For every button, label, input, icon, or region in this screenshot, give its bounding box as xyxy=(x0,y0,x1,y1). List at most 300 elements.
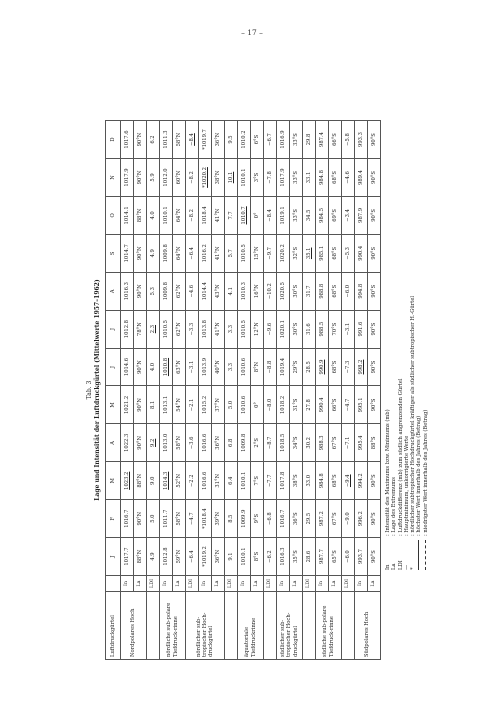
cell-value: 68°S xyxy=(331,246,338,260)
table-cell xyxy=(199,159,212,197)
cell-value: 1011.7 xyxy=(162,509,169,528)
cell-value: 5.9 xyxy=(149,173,156,182)
cell-value: 1015.2 xyxy=(201,395,208,414)
table-cell xyxy=(212,386,225,424)
table-cell xyxy=(355,234,368,272)
table-cell xyxy=(212,121,225,159)
legend xyxy=(385,294,429,572)
table-cell xyxy=(199,310,212,348)
table-cell xyxy=(316,538,329,576)
table-cell xyxy=(342,234,355,272)
header-belt: Luftdruckgürtel xyxy=(106,592,121,660)
table-cell xyxy=(186,310,199,348)
cell-value: 1009.8 xyxy=(162,282,169,301)
table-cell xyxy=(121,121,134,159)
table-cell xyxy=(368,121,381,159)
cell-value: *1018.4 xyxy=(201,508,208,530)
cell-value: 1010.1 xyxy=(240,471,247,490)
cell-value: 33°S xyxy=(292,209,299,222)
table-cell xyxy=(225,386,238,424)
table-cell xyxy=(121,234,134,272)
table-cell xyxy=(212,159,225,197)
table-cell xyxy=(316,272,329,310)
legend-symbol: * xyxy=(410,567,417,570)
table-row xyxy=(355,121,368,660)
cell-value: 30°S xyxy=(292,322,299,336)
table-cell xyxy=(147,159,160,197)
table-cell xyxy=(316,159,329,197)
row-code: In xyxy=(199,576,212,592)
cell-value: 995.1 xyxy=(357,397,364,413)
cell-value: 6.4 xyxy=(227,476,234,485)
cell-value: 5.0 xyxy=(149,514,156,523)
cell-value: 90°N xyxy=(136,246,143,261)
cell-value: 67°S xyxy=(331,512,338,526)
cell-value: 60°N xyxy=(175,170,182,185)
belt-spacer xyxy=(147,592,160,660)
table-cell xyxy=(225,538,238,576)
cell-value: 65°S xyxy=(331,550,338,563)
cell-value: 90°N xyxy=(136,435,143,450)
table-cell xyxy=(290,310,303,348)
row-code: LDI xyxy=(186,576,199,592)
cell-value: 1013.1 xyxy=(162,395,169,414)
cell-value: 1012.8 xyxy=(123,320,130,339)
cell-value: 43°N xyxy=(214,284,221,299)
row-code: La xyxy=(134,576,147,592)
table-cell xyxy=(147,234,160,272)
legend-symbol xyxy=(416,538,422,572)
belt-spacer xyxy=(264,592,277,660)
table-cell xyxy=(316,196,329,234)
table-cell xyxy=(212,310,225,348)
table-cell xyxy=(160,196,173,234)
cell-value: 1017.9 xyxy=(279,168,286,187)
cell-value: 15°N xyxy=(253,246,260,261)
table-row xyxy=(160,121,173,660)
cell-value: 989.4 xyxy=(357,170,364,185)
table-cell xyxy=(173,500,186,538)
table-cell xyxy=(316,310,329,348)
table-cell xyxy=(290,272,303,310)
table-cell xyxy=(173,462,186,500)
cell-value: −4.6 xyxy=(188,284,195,298)
cell-value: 59°N xyxy=(175,549,182,564)
table-cell xyxy=(277,234,290,272)
belt-spacer xyxy=(342,592,355,660)
row-code: In xyxy=(121,576,134,592)
table-cell xyxy=(160,159,173,197)
table-cell xyxy=(264,462,277,500)
table-cell xyxy=(303,121,316,159)
cell-value: 987.2 xyxy=(318,511,325,527)
table-cell xyxy=(238,159,251,197)
cell-value: 1010.1 xyxy=(240,547,247,566)
table-cell xyxy=(238,538,251,576)
cell-value: 1012.0 xyxy=(162,168,169,187)
cell-value: 90°S xyxy=(370,322,377,336)
cell-value: 32°S xyxy=(292,246,299,260)
cell-value: 1014.6 xyxy=(123,357,130,377)
table-cell xyxy=(251,159,264,197)
row-code: LDI xyxy=(225,576,238,592)
cell-value: 993.3 xyxy=(357,132,364,147)
table-cell xyxy=(342,538,355,576)
table-cell xyxy=(251,386,264,424)
table-cell xyxy=(160,272,173,310)
cell-value: 988.8 xyxy=(318,283,325,299)
table-cell xyxy=(355,121,368,159)
page-number: – 17 – xyxy=(241,28,263,37)
table-cell xyxy=(238,386,251,424)
cell-value: 984.8 xyxy=(318,170,325,185)
table-caption xyxy=(86,120,102,660)
cell-value: −9.7 xyxy=(266,247,273,260)
row-code: In xyxy=(160,576,173,592)
cell-value: 31°N xyxy=(214,473,221,488)
cell-value: 33°S xyxy=(292,171,299,184)
table-cell xyxy=(121,424,134,462)
cell-value: 38°S xyxy=(292,474,299,488)
table-cell xyxy=(225,310,238,348)
cell-value: 39°N xyxy=(214,511,221,526)
cell-value: −8.2 xyxy=(188,171,195,184)
header-month: A xyxy=(106,424,121,462)
legend-symbol: In xyxy=(385,564,391,570)
table-cell xyxy=(368,272,381,310)
cell-value: −9.0 xyxy=(344,512,351,525)
row-code: In xyxy=(277,576,290,592)
table-cell xyxy=(316,121,329,159)
table-cell xyxy=(225,159,238,197)
cell-value: 1016.3 xyxy=(123,282,130,301)
table-cell xyxy=(329,272,342,310)
table-cell xyxy=(342,462,355,500)
belt-name: nördlicher sub-tropischer Hoch-druckgürtel xyxy=(186,592,225,660)
table-cell xyxy=(186,424,199,462)
cell-value: *1019.7 xyxy=(201,129,208,150)
table-cell xyxy=(199,196,212,234)
cell-value: 1014.7 xyxy=(123,244,130,263)
cell-value: 8.5 xyxy=(227,514,234,523)
header-month: O xyxy=(106,196,121,234)
cell-value: 4.9 xyxy=(149,249,156,258)
cell-value: 2°S xyxy=(253,438,260,448)
table-cell xyxy=(186,272,199,310)
cell-value: 5.7 xyxy=(227,249,234,258)
row-code: In xyxy=(355,576,368,592)
cell-value: 987.4 xyxy=(318,132,325,147)
legend-text: : niedrigster Wert innerhalb des Jahres (Betrag) xyxy=(422,409,429,536)
table-cell xyxy=(160,462,173,500)
table-row xyxy=(134,121,147,660)
cell-value: 1010.1 xyxy=(240,168,247,187)
cell-value: 90°S xyxy=(370,398,377,412)
table-row-ldi xyxy=(303,121,316,660)
table-cell xyxy=(303,500,316,538)
table-row xyxy=(121,121,134,660)
cell-value: 88°N xyxy=(136,549,143,564)
cell-value: 67°S xyxy=(331,436,338,450)
table-cell xyxy=(277,462,290,500)
cell-value: −6.4 xyxy=(188,550,195,563)
table-cell xyxy=(212,196,225,234)
cell-value: 1020.2 xyxy=(279,244,286,263)
table-cell xyxy=(134,234,147,272)
cell-value: 68°S xyxy=(331,474,338,488)
table-cell xyxy=(225,462,238,500)
table-cell xyxy=(173,348,186,386)
cell-value: 62°N xyxy=(175,322,182,336)
table-cell xyxy=(368,196,381,234)
table-cell xyxy=(186,196,199,234)
table-cell xyxy=(173,424,186,462)
legend-text: : Hauptminimum, unkorrigierte Werte xyxy=(403,435,410,536)
table-cell xyxy=(277,538,290,576)
table-cell xyxy=(199,272,212,310)
table-cell xyxy=(199,234,212,272)
cell-value: 1010.8 xyxy=(162,357,169,377)
table-cell xyxy=(277,310,290,348)
cell-value: 90°S xyxy=(370,550,377,563)
cell-value: 78°N xyxy=(136,322,143,336)
table-cell xyxy=(134,348,147,386)
table-cell xyxy=(290,538,303,576)
cell-value: 1016.9 xyxy=(279,130,286,149)
cell-value: 90°S xyxy=(370,512,377,526)
cell-value: −6.0 xyxy=(344,284,351,298)
cell-value: 987.7 xyxy=(318,549,325,564)
cell-value: 35.1 xyxy=(305,247,312,260)
belt-spacer xyxy=(225,592,238,660)
table-cell xyxy=(355,386,368,424)
table-header-row xyxy=(106,121,121,660)
legend-text: : Lage des Extremums xyxy=(391,477,398,536)
cell-value: 1016.6 xyxy=(201,471,208,490)
belt-name: Südpolares Hoch xyxy=(355,592,381,660)
cell-value: −3.1 xyxy=(188,360,195,374)
table-cell xyxy=(290,159,303,197)
cell-value: −4.6 xyxy=(344,171,351,184)
cell-value: 2.3 xyxy=(149,324,156,334)
cell-value: *1020.2 xyxy=(201,167,208,188)
cell-value: 31.6 xyxy=(305,323,312,335)
cell-value: 4.0 xyxy=(149,362,156,372)
table-cell xyxy=(355,310,368,348)
cell-value: −8.4 xyxy=(188,133,195,146)
cell-value: 1014.1 xyxy=(123,206,130,225)
table-cell xyxy=(368,159,381,197)
table-cell xyxy=(225,196,238,234)
header-month: J xyxy=(106,348,121,386)
row-code: La xyxy=(173,576,186,592)
cell-value: 1013.0 xyxy=(162,433,169,452)
cell-value: 90°S xyxy=(370,171,377,184)
cell-value: 1019.4 xyxy=(279,357,286,377)
cell-value: 31°S xyxy=(292,398,299,412)
belt-name: südliche sub-polare Tiefdruck-rinne xyxy=(316,592,342,660)
cell-value: 88°N xyxy=(136,473,143,488)
dashed-line-symbol xyxy=(425,540,426,570)
table-cell xyxy=(160,538,173,576)
table-cell xyxy=(160,121,173,159)
cell-value: 1021.2 xyxy=(123,395,130,414)
table-cell xyxy=(368,386,381,424)
table-cell xyxy=(212,500,225,538)
table-cell xyxy=(186,500,199,538)
cell-value: 41°N xyxy=(214,322,221,336)
table-cell xyxy=(277,159,290,197)
cell-value: 68°S xyxy=(331,171,338,184)
cell-value: 1018.5 xyxy=(279,433,286,452)
table-cell xyxy=(147,462,160,500)
table-cell xyxy=(290,424,303,462)
cell-value: 1009.8 xyxy=(240,433,247,452)
cell-value: 984.5 xyxy=(318,207,325,223)
cell-value: 1009.8 xyxy=(162,244,169,263)
cell-value: 1013.9 xyxy=(201,357,208,377)
table-cell xyxy=(329,159,342,197)
table-cell xyxy=(251,121,264,159)
table-cell xyxy=(147,272,160,310)
table-cell xyxy=(290,500,303,538)
table-cell xyxy=(225,272,238,310)
cell-value: 9.0 xyxy=(149,476,156,485)
table-cell xyxy=(290,234,303,272)
cell-value: 1010.5 xyxy=(240,244,247,263)
table-cell xyxy=(290,121,303,159)
table-row xyxy=(277,121,290,660)
table-cell xyxy=(355,348,368,386)
cell-value: 58°N xyxy=(175,511,182,526)
table-cell xyxy=(251,348,264,386)
row-code: La xyxy=(290,576,303,592)
cell-value: 66°S xyxy=(331,133,338,146)
table-cell xyxy=(329,386,342,424)
table-row-ldi xyxy=(264,121,277,660)
table-cell xyxy=(342,196,355,234)
table-cell xyxy=(121,272,134,310)
table-cell xyxy=(199,500,212,538)
cell-value: 38°N xyxy=(214,170,221,185)
cell-value: 988.3 xyxy=(318,435,325,451)
table-row xyxy=(212,121,225,660)
table-cell xyxy=(264,424,277,462)
table-title: Lage und Intensität der Luftdruckgürtel (Mittelwerte 1957–1962) xyxy=(94,279,101,501)
table-cell xyxy=(147,348,160,386)
table-cell xyxy=(264,500,277,538)
cell-value: 90°N xyxy=(136,511,143,526)
table-cell xyxy=(147,424,160,462)
table-cell xyxy=(199,462,212,500)
cell-value: 1017.8 xyxy=(279,471,286,490)
cell-value: 1018.2 xyxy=(279,395,286,414)
cell-value: −7.3 xyxy=(344,360,351,374)
cell-value: 8.1 xyxy=(149,400,156,410)
cell-value: 36°N xyxy=(214,435,221,450)
table-row xyxy=(316,121,329,660)
header-month: S xyxy=(106,234,121,272)
cell-value: 1013.8 xyxy=(201,320,208,339)
table-cell xyxy=(173,196,186,234)
table-cell xyxy=(186,462,199,500)
table-cell xyxy=(134,272,147,310)
cell-value: 990.4 xyxy=(357,245,364,261)
row-code: La xyxy=(368,576,381,592)
table-cell xyxy=(368,500,381,538)
cell-value: 1009.9 xyxy=(240,509,247,528)
cell-value: −6.0 xyxy=(344,550,351,563)
cell-value: 10.1 xyxy=(227,171,234,184)
cell-value: 1017.7 xyxy=(123,547,130,566)
table-cell xyxy=(134,310,147,348)
cell-value: 30.2 xyxy=(305,437,312,449)
pressure-belt-table xyxy=(105,120,381,660)
cell-value: 3.3 xyxy=(227,324,234,334)
table-cell xyxy=(290,348,303,386)
cell-value: −2.2 xyxy=(188,474,195,488)
table-cell xyxy=(225,121,238,159)
cell-value: 31.7 xyxy=(305,285,312,297)
belt-name: südlicher sub-tropischer Hoch-druckgürtel xyxy=(277,592,303,660)
table-cell xyxy=(368,424,381,462)
table-cell xyxy=(199,121,212,159)
table-cell xyxy=(342,121,355,159)
cell-value: 1012.8 xyxy=(162,547,169,566)
cell-value: 36°N xyxy=(214,549,221,564)
table-cell xyxy=(355,500,368,538)
table-cell xyxy=(134,196,147,234)
cell-value: 36°N xyxy=(214,132,221,147)
table-row-ldi xyxy=(342,121,355,660)
header-month: M xyxy=(106,386,121,424)
legend-text: : nördlicher subtropischer Hochdruckgürtel kräftiger als südlicher subtropischer H.-Gürtel xyxy=(410,295,417,536)
table-cell xyxy=(251,310,264,348)
cell-value: 1016.6 xyxy=(201,433,208,452)
table-cell xyxy=(329,538,342,576)
table-cell xyxy=(134,462,147,500)
cell-value: 1020.5 xyxy=(279,282,286,301)
cell-value: 7°S xyxy=(253,476,260,486)
cell-value: 1011.3 xyxy=(162,130,169,149)
cell-value: 9.2 xyxy=(149,438,156,447)
cell-value: 991.6 xyxy=(357,321,364,337)
cell-value: −10.2 xyxy=(266,283,273,300)
cell-value: 994.8 xyxy=(357,283,364,299)
cell-value: 1016.2 xyxy=(201,244,208,263)
table-cell xyxy=(147,538,160,576)
table-cell xyxy=(329,196,342,234)
table-row-ldi xyxy=(147,121,160,660)
table-cell xyxy=(121,462,134,500)
cell-value: 4.0 xyxy=(149,211,156,220)
cell-value: 990.4 xyxy=(318,397,325,413)
cell-value: 36°S xyxy=(292,512,299,526)
row-code: In xyxy=(316,576,329,592)
table-cell xyxy=(368,462,381,500)
table-cell xyxy=(134,538,147,576)
table-cell xyxy=(342,386,355,424)
header-month: D xyxy=(106,121,121,159)
row-code: La xyxy=(212,576,225,592)
cell-value: 28.5 xyxy=(305,361,312,373)
cell-value: 1017.9 xyxy=(123,168,130,187)
table-cell xyxy=(329,121,342,159)
table-cell xyxy=(290,462,303,500)
cell-value: 33°S xyxy=(292,133,299,146)
table-cell xyxy=(368,234,381,272)
cell-value: 1010.5 xyxy=(240,320,247,339)
